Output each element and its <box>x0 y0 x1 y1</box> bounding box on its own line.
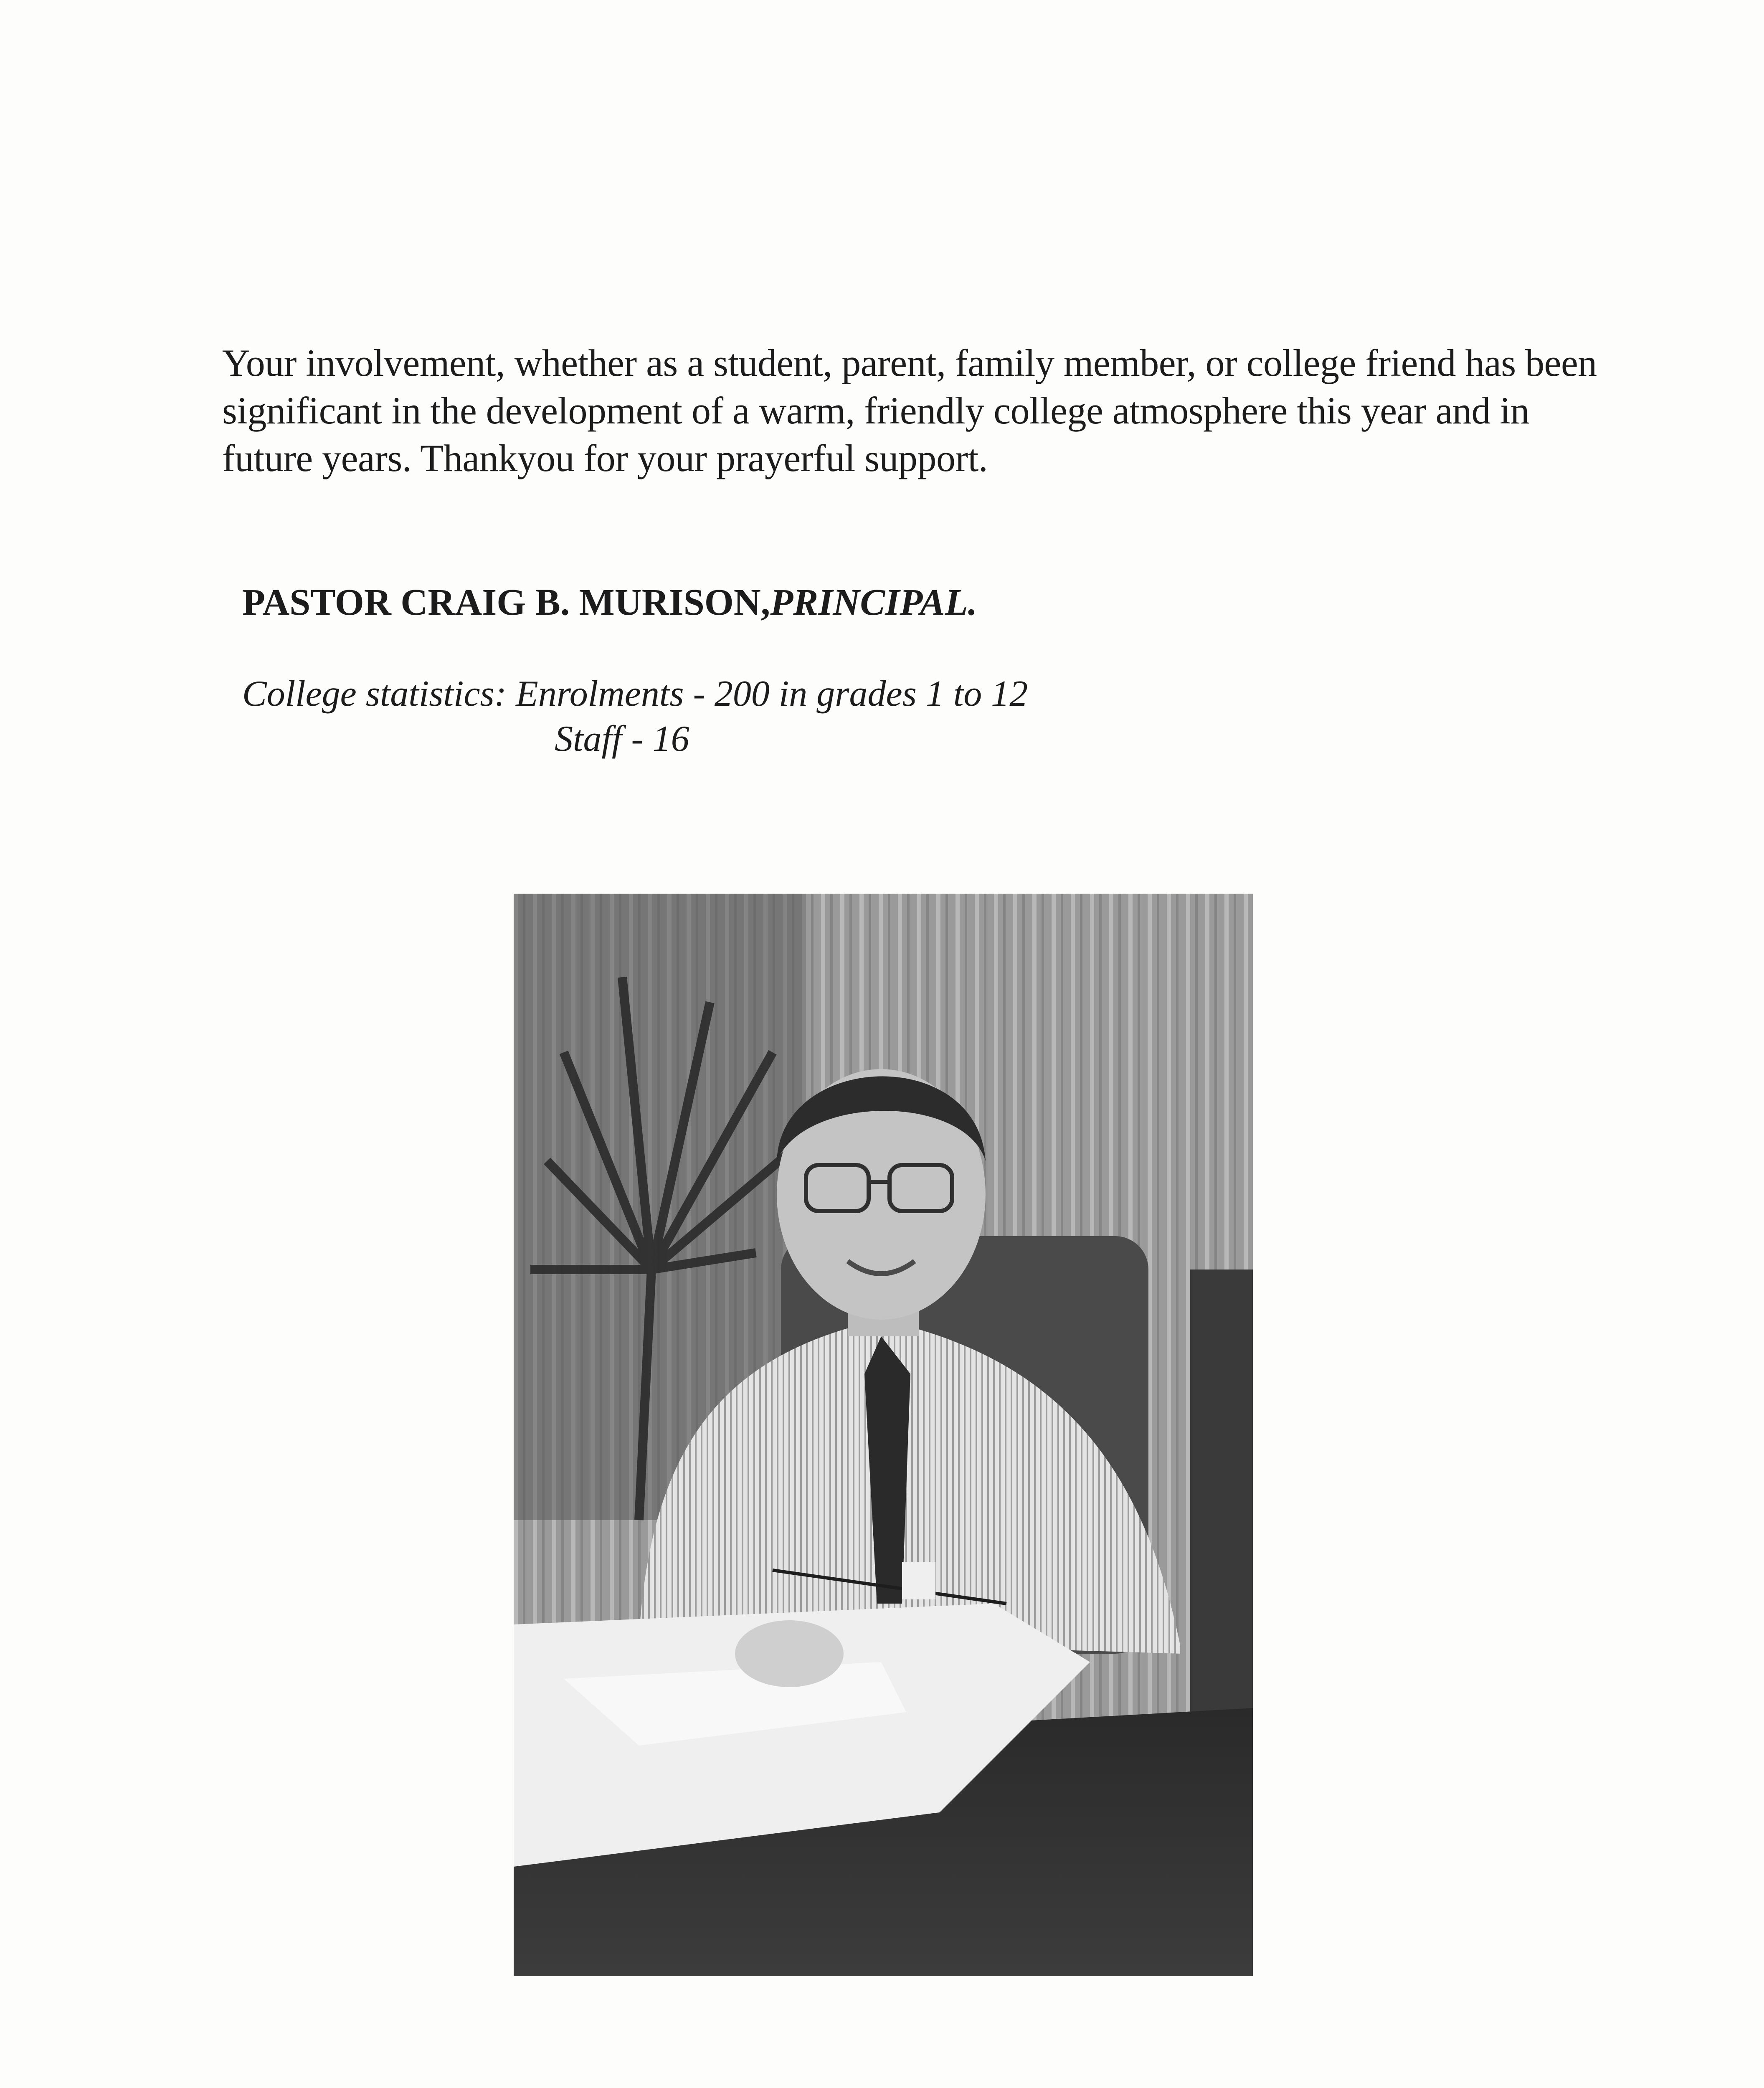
body-paragraph: Your involvement, whether as a student, parent, family member, or college friend has been significant in the development of a warm, friendly college atmosphere this year and in future years. Thankyou for your prayerful support. <box>222 342 1597 479</box>
stats-staff: Staff - 16 <box>555 719 689 759</box>
signature-title: PRINCIPAL. <box>770 582 978 623</box>
principal-photo-image <box>514 894 1253 1976</box>
signature <box>242 580 977 626</box>
college-statistics <box>242 672 1028 762</box>
signature-name: PASTOR CRAIG B. MURISON, <box>242 582 770 623</box>
principal-photo <box>514 894 1253 1976</box>
stats-enrolments: College statistics: Enrolments - 200 in grades 1 to 12 <box>242 674 1028 714</box>
